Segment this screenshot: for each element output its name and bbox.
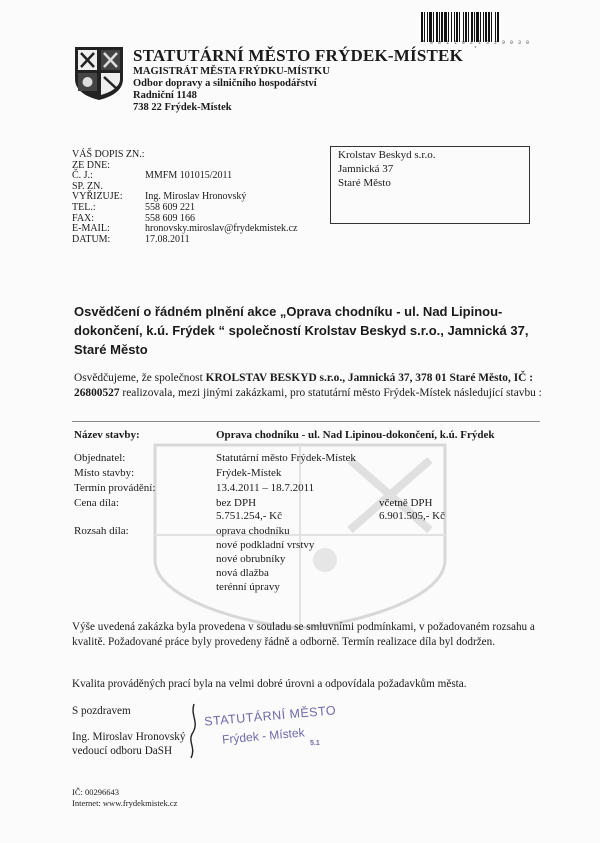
meta-label: TEL.:	[72, 201, 96, 213]
meta-label: FAX:	[72, 212, 95, 224]
price-incl-label: včetně DPH	[379, 497, 433, 509]
signer-position: vedoucí odboru DaSH	[72, 745, 173, 757]
stamp-number: 5.1	[310, 740, 320, 747]
meta-label: E-MAIL:	[72, 223, 110, 235]
term-label: Termín provádění:	[74, 482, 156, 494]
meta-label: SP. ZN.	[72, 180, 103, 192]
scope-label: Rozsah díla:	[74, 525, 129, 537]
barcode	[420, 12, 532, 42]
header-street: Radniční 1148	[133, 90, 197, 101]
scope-item: nová dlažba	[216, 567, 269, 579]
header-office: MAGISTRÁT MĚSTA FRÝDKU-MÍSTKU	[133, 66, 330, 77]
recipient-street: Jamnická 37	[338, 163, 394, 175]
meta-label: VYŘIZUJE:	[72, 191, 123, 203]
greeting: S pozdravem	[72, 705, 131, 717]
price-excl-label: bez DPH	[216, 497, 257, 509]
name-label: Název stavby:	[74, 429, 140, 441]
stamp-line1: STATUTÁRNÍ MĚSTO	[203, 703, 337, 729]
client-value: Statutární město Frýdek-Místek	[216, 452, 356, 464]
meta-label: Č. J.:	[72, 170, 93, 182]
header-city: 738 22 Frýdek-Místek	[133, 102, 232, 113]
term-value: 13.4.2011 – 18.7.2011	[216, 482, 315, 494]
meta-value: 558 609 166	[145, 212, 195, 224]
scope-item: oprava chodníku	[216, 525, 290, 537]
compliance-paragraph: Výše uvedená zakázka byla provedena v souladu se smluvními podmínkami, v požadovaném rozsahu a kvalitě. Požadované práce byly provedeny řádně a odborně. Termín realizace díla byl dodržen.	[72, 621, 535, 648]
meta-value: hronovsky.miroslav@frydekmistek.cz	[145, 223, 298, 235]
meta-value: Ing. Miroslav Hronovský	[145, 191, 247, 203]
quality-paragraph: Kvalita prováděných prací byla na velmi dobré úrovni a odpovídala požadavkům města.	[72, 678, 467, 690]
city-crest-logo	[73, 45, 125, 101]
price-label: Cena díla:	[74, 497, 119, 509]
intro-paragraph	[74, 371, 544, 400]
recipient-address-box	[330, 146, 530, 224]
name-value: Oprava chodníku - ul. Nad Lipinou-dokončení, k.ú. Frýdek	[216, 429, 495, 441]
place-value: Frýdek-Místek	[216, 467, 282, 479]
watermark-crest	[150, 440, 450, 630]
scope-item: terénní úpravy	[216, 581, 280, 593]
meta-value: MMFM 101015/2011	[145, 170, 233, 182]
signer-name: Ing. Miroslav Hronovský	[72, 731, 186, 743]
price-incl-value: 6.901.505,- Kč	[379, 510, 445, 522]
divider	[72, 421, 540, 422]
document-subject: Osvědčení o řádném plnění akce „Oprava chodníku - ul. Nad Lipinou-dokončení, k.ú. Frýdek “ společností Krolstav Beskyd s.r.o., Jamnická 37, Staré Město	[74, 304, 529, 357]
meta-value: 17.08.2011	[145, 233, 190, 245]
meta-label: DATUM:	[72, 233, 111, 245]
meta-label: ZE DNE:	[72, 159, 111, 171]
intro-text-end: realizovala, mezi jinými zakázkami, pro statutární město Frýdek-Místek následující stavbu :	[119, 386, 542, 399]
meta-value: 558 609 221	[145, 201, 195, 213]
scope-item: nové obrubníky	[216, 553, 286, 565]
client-label: Objednatel:	[74, 452, 126, 464]
recipient-city: Staré Město	[338, 177, 391, 189]
barcode-number: * 0 0 1 1 0 2 1 3 2 9 0 3 0 *	[421, 40, 530, 52]
stamp-line2: Frýdek - Místek	[221, 725, 306, 747]
header-department: Odbor dopravy a silničního hospodářství	[133, 78, 317, 89]
intro-text: Osvědčujeme, že společnost	[74, 372, 206, 384]
header-title: STATUTÁRNÍ MĚSTO FRÝDEK-MÍSTEK	[133, 46, 463, 65]
scope-item: nové podkladní vrstvy	[216, 539, 315, 551]
footer-web: Internet: www.frydekmistek.cz	[72, 798, 178, 808]
intro-company: KROLSTAV BESKYD s.r.o., Jamnická 37, 378 01 Staré Město, IČ : 26800527	[74, 372, 533, 399]
price-excl-value: 5.751.254,- Kč	[216, 510, 282, 522]
recipient-name: Krolstav Beskyd s.r.o.	[338, 149, 436, 161]
office-stamp	[198, 703, 338, 757]
place-label: Místo stavby:	[74, 467, 135, 479]
footer-ico: IČ: 00296643	[72, 787, 119, 797]
meta-label: VÁŠ DOPIS ZN.:	[72, 149, 145, 160]
